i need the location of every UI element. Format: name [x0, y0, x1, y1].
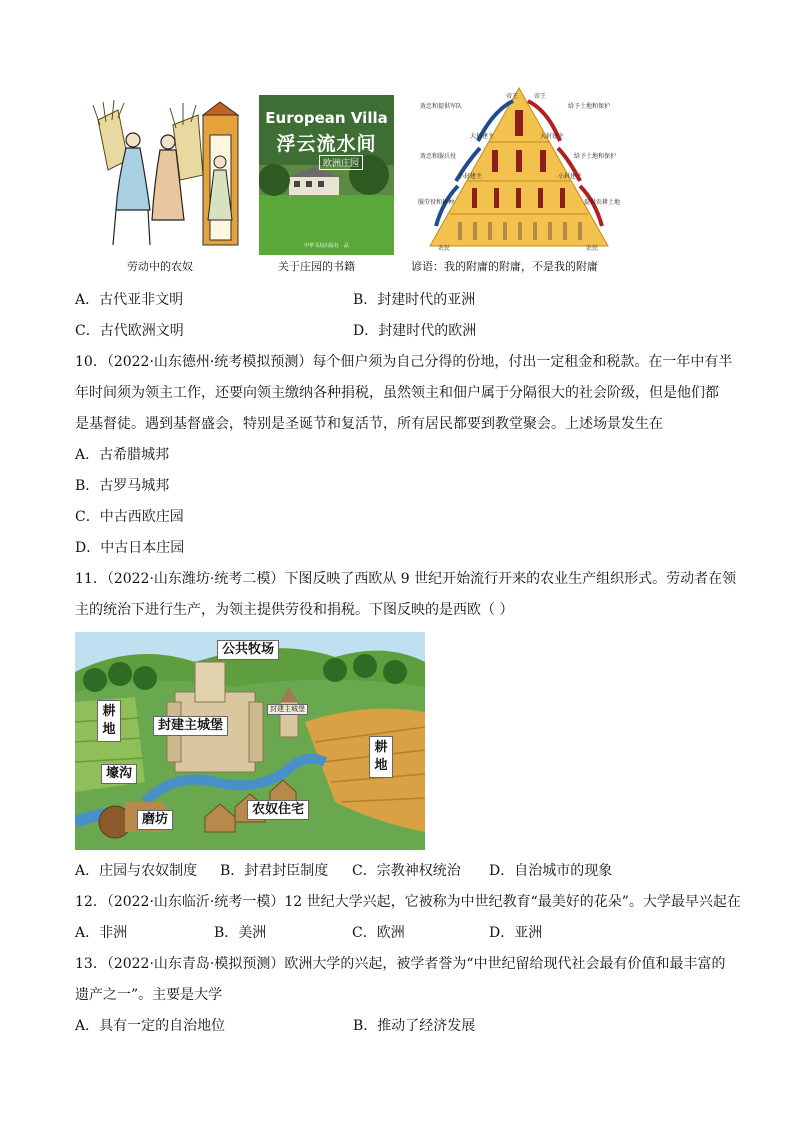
map-label-castle: 封建主城堡 [153, 716, 228, 736]
serfs-drawing [88, 100, 243, 250]
feudal-pyramid [418, 86, 620, 254]
q9-option-c[interactable]: C．古代欧洲文明 [75, 323, 184, 339]
pyr-right-arrow-2: 给予土地和保护 [574, 153, 617, 160]
pyr-level-emperor-right: 帝王 [534, 93, 547, 100]
q13-options-row [75, 1016, 725, 1036]
book-publisher: 中华书局出版社 · 品 [304, 243, 349, 249]
map-label-farmland-right: 耕地 [369, 736, 393, 778]
q10-option-c[interactable]: C．中古西欧庄园 [75, 509, 184, 525]
q11-option-c[interactable]: C．宗教神权统治 [352, 863, 461, 879]
map-label-serf-houses: 农奴住宅 [247, 800, 309, 820]
pyr-right-arrow-1: 给予土地和保护 [568, 103, 611, 110]
manor-map [75, 632, 425, 850]
map-label-mill: 磨坊 [137, 810, 173, 830]
q12-option-a[interactable]: A．非洲 [75, 925, 128, 941]
pyr-level-lord: 大封建主 [470, 133, 495, 140]
pyr-level-peasant-right: 农民 [586, 245, 599, 252]
pyr-left-arrow-2: 效忠和服兵役 [420, 153, 457, 160]
q9-option-a[interactable]: A．古代亚非文明 [75, 292, 184, 308]
q10-option-d[interactable]: D．中古日本庄园 [75, 540, 185, 556]
q13-stem-line-1: 13．（2022·山东青岛·模拟预测）欧洲大学的兴起，被学者誉为“中世纪留给现代社会最有价值和最丰富的 [75, 956, 726, 972]
pyr-left-arrow-3: 服劳役和耕种 [418, 199, 455, 206]
q9-option-d[interactable]: D．封建时代的欧洲 [353, 323, 477, 339]
q13-option-b[interactable]: B．推动了经济发展 [353, 1018, 476, 1034]
q11-options-row [75, 861, 725, 881]
pyr-level-knight: 小封建主 [458, 173, 483, 180]
q12-option-b[interactable]: B．美洲 [214, 925, 267, 941]
book-title-cn: 浮云流水间 [276, 133, 377, 155]
q11-option-d[interactable]: D．自治城市的现象 [489, 863, 613, 879]
pyr-left-arrow-1: 效忠和提供军队 [420, 103, 463, 110]
pyr-level-peasant: 农民 [438, 245, 451, 252]
pyr-level-knight-right: 小封建主 [558, 173, 583, 180]
q9-options-row-1 [75, 290, 725, 310]
q12-option-d[interactable]: D．亚洲 [489, 925, 543, 941]
pyr-right-arrow-3: 提供农耕土地 [584, 199, 620, 206]
q10-option-b[interactable]: B．古罗马城邦 [75, 478, 170, 494]
q10-option-a[interactable]: A．古希腊城邦 [75, 447, 170, 463]
book-title-en: European Villa [265, 109, 388, 127]
q10-stem-line-2: 年时间须为领主工作，还要向领主缴纳各种捐税，虽然领主和佃户属于分隔很大的社会阶级，但是他们都 [75, 385, 719, 401]
map-label-moat: 壕沟 [101, 764, 137, 784]
q12-options-row [75, 923, 725, 943]
pyr-level-emperor: 帝王 [506, 93, 519, 100]
q11-stem-line-1: 11．（2022·山东潍坊·统考二模）下图反映了西欧从 9 世纪开始流行开来的农业生产组织形式。劳动者在领 [75, 571, 737, 587]
q9-options-row-2 [75, 321, 725, 341]
q9-option-b[interactable]: B．封建时代的亚洲 [353, 292, 476, 308]
q11-option-b[interactable]: B．封君封臣制度 [220, 863, 329, 879]
feudal-pyramid-svg [418, 86, 620, 254]
map-label-pasture: 公共牧场 [217, 640, 279, 660]
q13-option-a[interactable]: A．具有一定的自治地位 [75, 1018, 226, 1034]
q12-option-c[interactable]: C．欧洲 [352, 925, 405, 941]
map-label-farmland-left: 耕地 [97, 700, 121, 742]
q11-stem-line-2: 主的统治下进行生产，为领主提供劳役和捐税。下图反映的是西欧（ ） [75, 602, 514, 618]
q10-stem-line-1: 10．（2022·山东德州·统考模拟预测）每个佃户须为自己分得的份地，付出一定租金和税款。在一年中有半 [75, 354, 733, 370]
q10-stem-line-3: 是基督徒。遇到基督盛会，特别是圣诞节和复活节，所有居民都要到教堂聚会。上述场景发生在 [75, 416, 663, 432]
map-castle-sign: 封建主城堡 [267, 704, 308, 715]
book-cover [259, 95, 394, 255]
book-subtitle: 欧洲庄园 [319, 155, 363, 170]
pyr-level-lord-right: 大封建主 [540, 133, 565, 140]
serfs-caption: 劳动中的农奴 [127, 260, 193, 273]
pyramid-caption: 谚语：我的附庸的附庸，不是我的附庸 [411, 260, 598, 273]
book-caption: 关于庄园的书籍 [278, 260, 355, 273]
q11-option-a[interactable]: A．庄园与农奴制度 [75, 863, 198, 879]
q12-stem: 12．（2022·山东临沂·统考一模）12 世纪大学兴起，它被称为中世纪教育“最美好的花朵”。大学最早兴起在 [75, 894, 741, 910]
serfs-illustration [88, 100, 243, 250]
q13-stem-line-2: 遗产之一”。主要是大学 [75, 987, 223, 1003]
